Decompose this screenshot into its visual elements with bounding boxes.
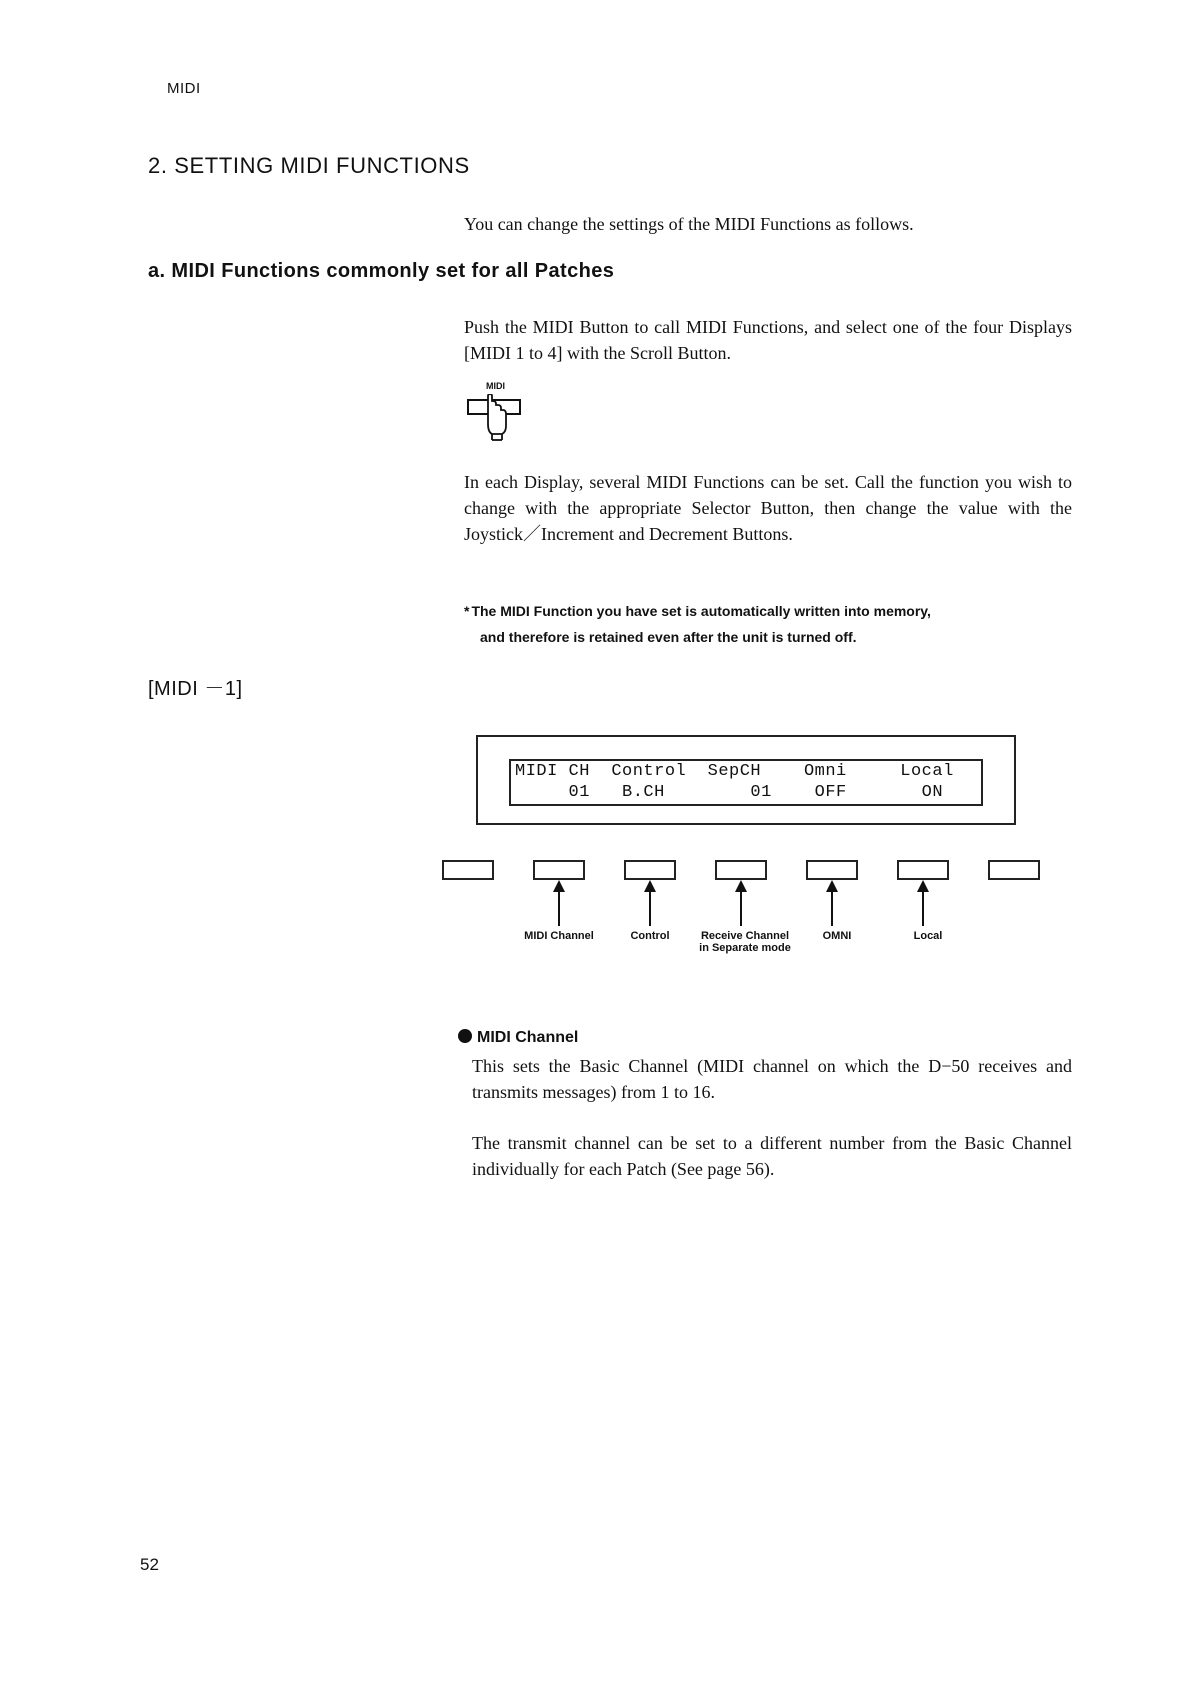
up-arrow-icon: [824, 880, 840, 926]
caption-omni: [797, 930, 877, 942]
finger-press-icon: [466, 394, 526, 444]
display-reference: [MIDI －1]: [148, 678, 243, 700]
caption-line: OMNI: [822, 930, 852, 942]
up-arrow-icon: [915, 880, 931, 926]
note-line-2: and therefore is retained even after the unit is turned off.: [480, 629, 857, 645]
selector-button-2[interactable]: [624, 860, 676, 880]
intro-paragraph: You can change the settings of the MIDI Functions as follows.: [464, 214, 914, 234]
note-line-1: The MIDI Function you have set is automatically written into memory,: [471, 603, 931, 619]
up-arrow-icon: [642, 880, 658, 926]
caption-line: Local: [913, 930, 943, 942]
note-star: *: [464, 603, 470, 619]
selector-button-4[interactable]: [806, 860, 858, 880]
transmit-channel-paragraph: The transmit channel can be set to a different number from the Basic Channel individually for each Patch (See page 56).: [472, 1133, 1072, 1179]
selector-button-5[interactable]: [897, 860, 949, 880]
scroll-instruction-paragraph: Push the MIDI Button to call MIDI Functions, and select one of the four Displays [MIDI 1 to 4] with the Scroll Button.: [464, 317, 1072, 363]
lcd-screen: [509, 759, 983, 806]
subsection-title: a. MIDI Functions commonly set for all Patches: [148, 260, 615, 282]
memory-note: [464, 598, 1074, 650]
midi-button-label: MIDI: [486, 381, 505, 391]
running-head: MIDI: [167, 80, 201, 97]
lcd-row-2: 01 B.CH 01 OFF ON: [515, 783, 944, 802]
lcd-row-1: MIDI CH Control SepCH Omni Local: [515, 762, 954, 781]
up-arrow-icon: [551, 880, 567, 926]
up-arrow-icon: [733, 880, 749, 926]
caption-line: Receive Channel: [700, 930, 790, 942]
caption-receive-channel: [675, 930, 815, 954]
page-number: 52: [140, 1555, 159, 1574]
midi-channel-heading: [458, 1029, 578, 1047]
caption-line: MIDI Channel: [524, 930, 594, 942]
midi-channel-paragraph: This sets the Basic Channel (MIDI channel on which the D−50 receives and transmits messages) from 1 to 16.: [472, 1056, 1072, 1102]
selector-button-1[interactable]: [533, 860, 585, 880]
caption-local: [888, 930, 968, 942]
section-title: 2. SETTING MIDI FUNCTIONS: [148, 153, 470, 178]
midi-channel-heading-text: MIDI Channel: [477, 1029, 579, 1046]
selector-button-left-scroll[interactable]: [442, 860, 494, 880]
display-instruction-paragraph: In each Display, several MIDI Functions can be set. Call the function you wish to change with the appropriate Selector Button, then change the value with the Joystick／Increment and Decrement Buttons.: [464, 472, 1072, 544]
selector-button-right-scroll[interactable]: [988, 860, 1040, 880]
bullet-icon: [458, 1029, 472, 1043]
selector-button-3[interactable]: [715, 860, 767, 880]
caption-line: in Separate mode: [699, 942, 791, 954]
caption-line: Control: [630, 930, 670, 942]
